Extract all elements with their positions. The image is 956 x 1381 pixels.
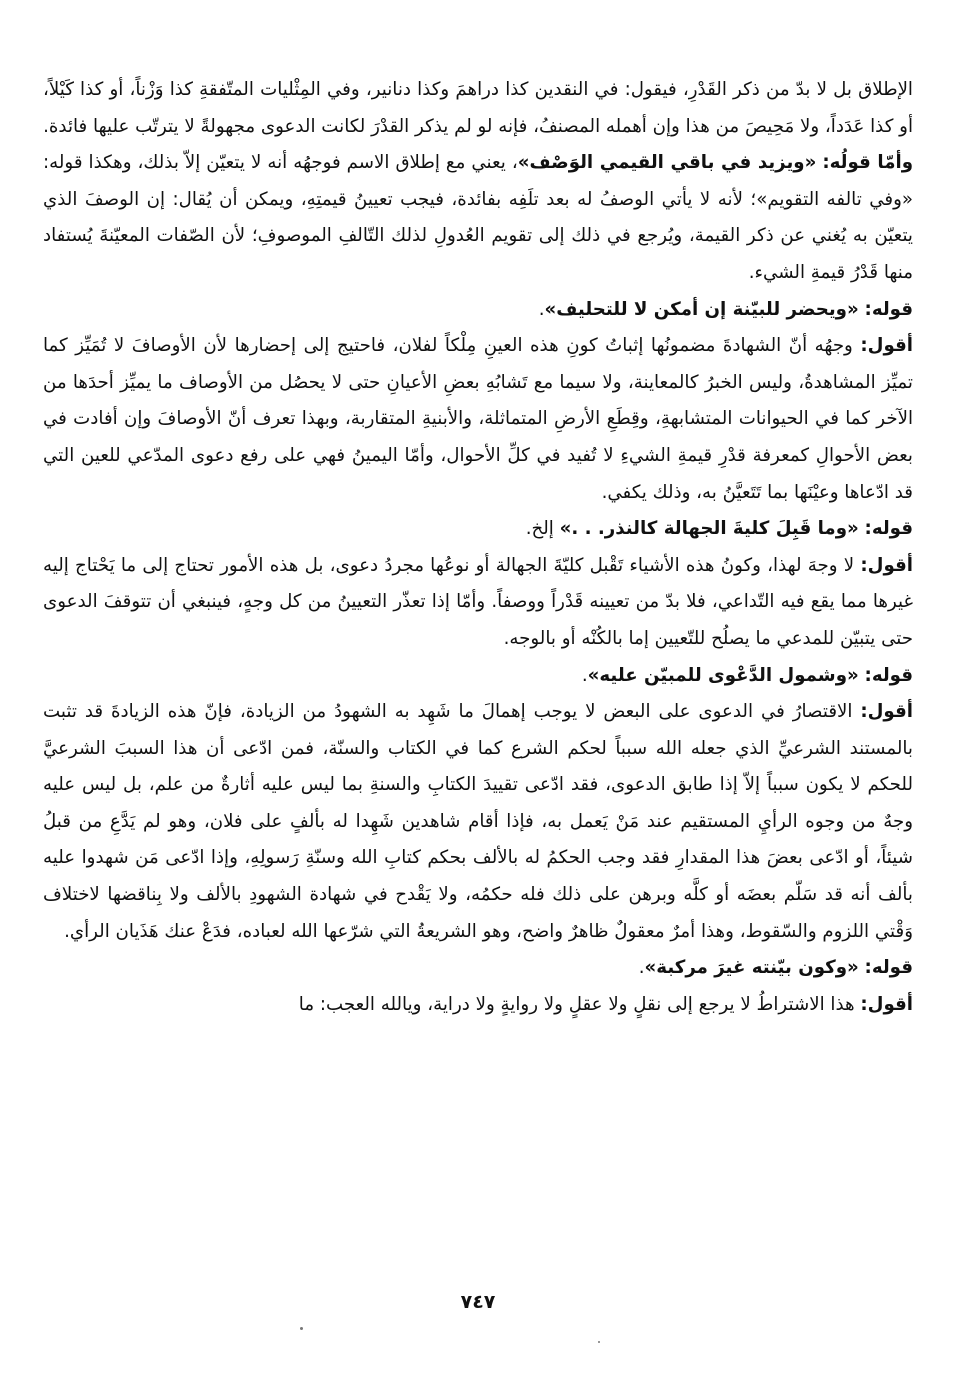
- page-number: ٧٤٧: [460, 1291, 496, 1313]
- paragraph-aqul: [43, 987, 913, 1024]
- aqul-label: أقول:: [860, 701, 913, 723]
- paragraph-aqul: [43, 694, 913, 950]
- aqul-label: أقول:: [860, 993, 913, 1015]
- paragraph-commentary: [43, 145, 913, 291]
- qawluh-label: قوله:: [864, 518, 913, 540]
- page-body-text: [43, 72, 913, 1023]
- paragraph-text: لا وجهَ لهذا، وكونُ هذه الأشياء تَقْبل كليّةَ الجهالة أو نوعُها مجردُ دعوى، بل هذه الأمور تحتاج إلى ما يَحْتاج إليه غيرها مما يقع فيه التّداعي، فلا بدّ من تعيينه قَدْراً ووصفاً. وأمّا إذا تعذّر التعيينُ من كل وجهٍ، فينبغي أن تتوقفَ الدعوى حتى يتبيّن للمدعي ما يصلُح للتّعيين إما بالكُنْه أو بالوجه.: [43, 554, 913, 649]
- commentary-label: وأمّا قولُه:: [822, 152, 913, 174]
- quoted-matn: «وشمول الدَّعْوى للمبيّن عليه»: [587, 664, 859, 686]
- scan-speck: [598, 1341, 600, 1343]
- paragraph-text: الاقتصارُ في الدعوى على البعض لا يوجب إهمالَ ما شَهِد به الشهودُ من الزيادة، فإنّ هذه الزيادةَ قد تثبت بالمستند الشرعيِّ الذي جعله الله سبباً لحكم الشرع كما في الكتاب والسنّة، فمن ادّعى أن هذا السببَ الشرعيَّ للحكم لا يكون سبباً إلاّ إذا طابق الدعوى، فقد ادّعى تقييدَ الكتابِ والسنةِ بما ليس عليه أثارةٌ من علم، بل ليس عليه وجهٌ من وجوه الرأيِ المستقيم عند مَنْ يَعمل به، فإذا أقام شاهدين شَهِدا له بألفٍ على فلان، وهو لم يَدَّعِ من قبلُ شيئاً، أو ادّعى بعضَ هذا المقدارِ فقد وجب الحكمُ له بالألف بحكم كتابِ الله وسنّةِ رَسولِهِ، وإذا ادّعى مَن شهدوا عليه بألف أنه قد سَلّم بعضَه أو كلَّه وبرهن على ذلك فله حكمُه، ولا يَقْدح في شهادة الشهودِ بالألف ولا بِناقضها لاختلاف وَقْتي اللزوم والسّقوط، وهذا أمرٌ معقولٌ ظاهرٌ واضح، وهو الشريعةُ التي شرّعها الله لعباده، فدَعْ عنك هَذَيان الرأي.: [43, 701, 913, 942]
- paragraph-text: .: [538, 298, 545, 320]
- scan-speck: [300, 1327, 303, 1330]
- paragraph-aqul: [43, 548, 913, 658]
- aqul-label: أقول:: [860, 554, 913, 576]
- paragraph-qawluh: [43, 950, 913, 987]
- paragraph-text: الإطلاق بل لا بدّ من ذكر القَدْرِ، فيقول: في النقدين كذا دراهمَ وكذا دنانير، وفي المِثْليات المتّفقةِ كذا وَزْناً، أو كذا كَيْلاً، أو كذا عَدَداً، ولا مَحِيصَ من هذا وإن أهمله المصنفُ، فإنه لو لم يذكر القدْرَ لكانت الدعوى مجهولةً لا يترتّب عليها فائدة.: [43, 79, 913, 137]
- quoted-matn: «ويحضر للبيّنة إن أمكن لا للتحليف»: [544, 298, 859, 320]
- paragraph-aqul: [43, 328, 913, 511]
- qawluh-label: قوله:: [864, 298, 913, 320]
- paragraph-qawluh: [43, 511, 913, 548]
- quoted-matn: «وكون بيّنته غيرَ مركبة»: [644, 957, 859, 979]
- paragraph-text: .: [581, 664, 588, 686]
- qawluh-label: قوله:: [864, 957, 913, 979]
- quoted-matn: «وما قَبِلَ كليةَ الجهالة كالنذر. . .»: [559, 518, 859, 540]
- paragraph-qawluh: [43, 658, 913, 695]
- paragraph-text: .: [638, 957, 645, 979]
- qawluh-label: قوله:: [864, 664, 913, 686]
- paragraph-text: ، يعني مع إطلاق الاسم فوجهُه أنه لا يتعيّن إلاّ بذلك، وهكذا قوله: «وفي تالفه التقويم»؛ لأنه لا يأتي الوصفُ له بعد تلَفِه بفائدة، فيجب تعيينُ قيمتِهِ، ويمكن أن يُقال: إن الوصفَ الذي يتعيّن به يُغني عن ذكر القيمة، ويُرجع في ذلك إلى تقويم العُدولِ لذلك التّالفِ الموصوفِ؛ لأن الصّفات المعيّنةَ يُستفاد منها قَدْرُ قيمةِ الشيء.: [43, 152, 913, 283]
- paragraph-continuation: [43, 72, 913, 145]
- paragraph-text: وجهُه أنّ الشهادةَ مضمونُها إثباتُ كونِ هذه العينِ مِلْكاً لفلان، فاحتيج إلى إحضارها لأن الأوصافَ لا تُمَيِّز كما تميِّز المشاهدةُ، وليس الخبرُ كالمعاينة، ولا سيما مع تَشابُهِ بعضِ الأعيانِ حتى لا يحصُل من الأوصاف ما يميِّز أحدَها من الآخر كما في الحيوانات المتشابهةِ، وقِطَعِ الأرضِ المتماثلة، والأبنيةِ المتقاربة، وبهذا تعرف أنّ الأوصافَ وإن أفادت في بعض الأحوالِ كمعرفة قدْرِ قيمةِ الشيءِ لا تُفيد في كلِّ الأحوال، وأمّا اليمينُ فهي على رفع دعوى المدّعي للعين التي قد ادّعاها وعيْنَها بما تَتَعيَّنُ به، وذلك يكفي.: [43, 335, 913, 503]
- quoted-matn: «ويزيد في باقي القيمي الوَصْف»: [517, 152, 817, 174]
- paragraph-qawluh: [43, 292, 913, 329]
- aqul-label: أقول:: [860, 335, 913, 357]
- paragraph-text: هذا الاشتراطُ لا يرجع إلى نقلٍ ولا عقلٍ ولا روايةٍ ولا دراية، ويالله العجب: ما: [298, 993, 855, 1015]
- paragraph-text: إلخ.: [525, 518, 554, 540]
